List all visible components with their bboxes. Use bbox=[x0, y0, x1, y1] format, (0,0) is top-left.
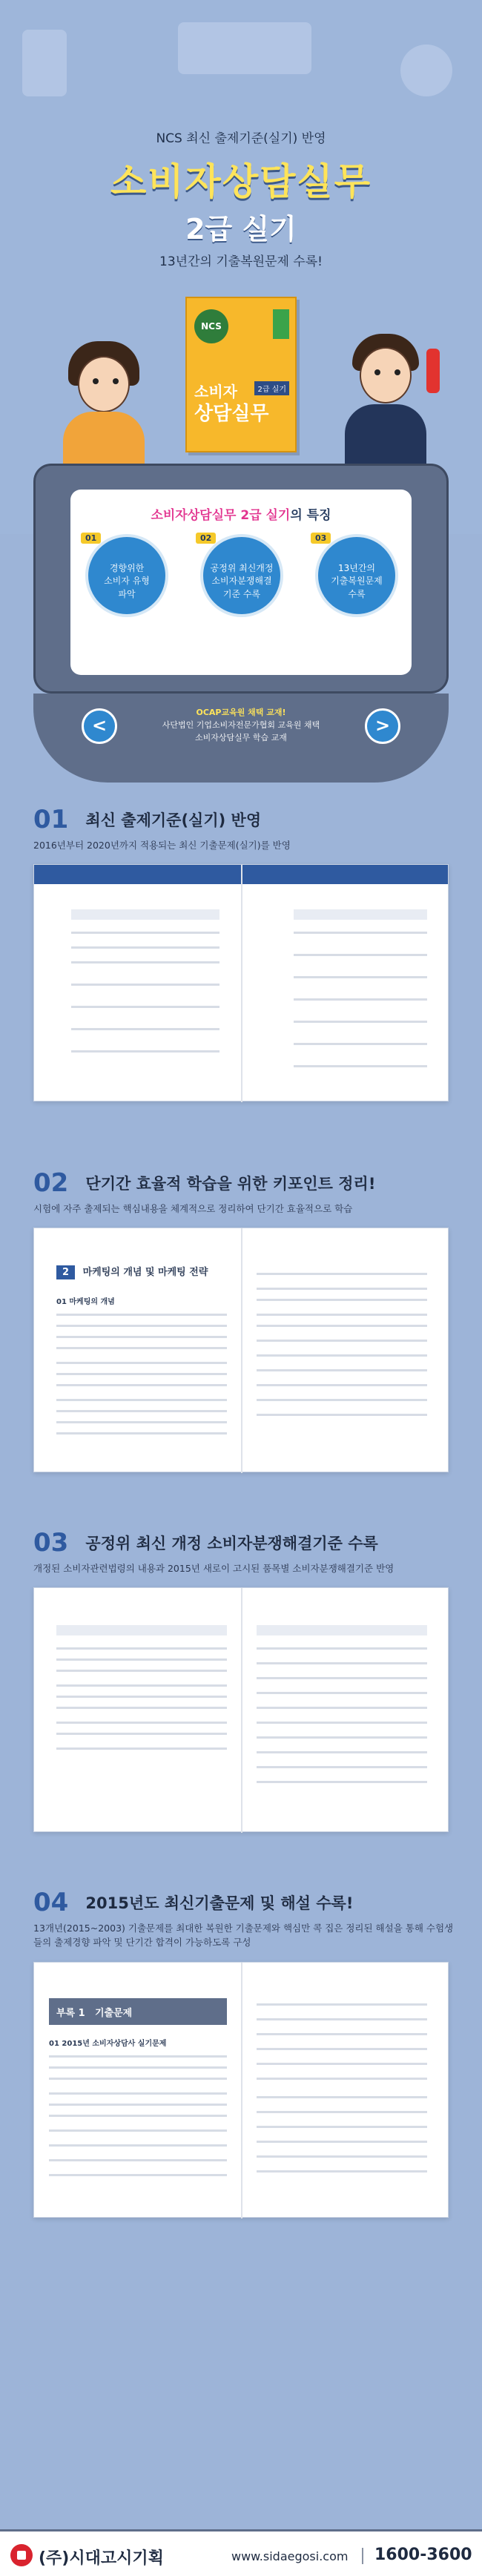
appendix-subheading: 01 2015년 소비자상담사 실기문제 bbox=[49, 2040, 167, 2048]
book-cover bbox=[185, 297, 297, 452]
chapter-number: 2 bbox=[56, 1265, 75, 1279]
chapter-title: 마케팅의 개념 및 마케팅 전략 bbox=[82, 1267, 208, 1278]
appendix-banner bbox=[49, 1998, 227, 2025]
next-arrow-button[interactable]: > bbox=[365, 708, 400, 744]
mouse-illustration bbox=[400, 45, 452, 96]
hero-banner bbox=[0, 0, 482, 534]
section-description: 개정된 소비자관련법령의 내용과 2015년 새로이 고시된 품목별 소비자분쟁해결기준 반영 bbox=[33, 1563, 394, 1574]
website-link[interactable]: www.sidaegosi.com bbox=[231, 2549, 349, 2563]
book-grade: 2급 실기 bbox=[254, 381, 289, 395]
feature-note-highlight: OCAP교육원 채택 교재! bbox=[196, 708, 286, 717]
section-04-header bbox=[33, 1888, 353, 1917]
section-number: 04 bbox=[33, 1888, 69, 1917]
feature-item-3 bbox=[315, 534, 398, 617]
feature-title-suffix: 의 특징 bbox=[290, 508, 331, 523]
section-title: 최신 출제기준(실기) 반영 bbox=[85, 811, 262, 829]
sample-page-02 bbox=[33, 1228, 449, 1472]
section-description: 2016년부터 2020년까지 적용되는 최신 기출문제(실기)를 반영 bbox=[33, 840, 291, 851]
phone-number[interactable]: 1600-3600 bbox=[374, 2546, 472, 2564]
company-logo-icon bbox=[10, 2544, 33, 2566]
section-description: 13개년(2015~2003) 기출문제를 최대한 복원한 기출문제와 핵심만 콕 집은 정리된 해설을 통해 수험생들의 출제경향 파악 및 단기간 합격이 가능하도록 구성 bbox=[33, 1923, 454, 1949]
section-03-header bbox=[33, 1528, 378, 1558]
feature-item-2 bbox=[200, 534, 283, 617]
hero-tagline: 13년간의 기출복원문제 수록! bbox=[159, 254, 323, 269]
section-01-header bbox=[33, 805, 261, 834]
ncs-badge: NCS bbox=[194, 309, 228, 343]
hero-level: 2급 실기 bbox=[185, 213, 297, 246]
feature-note-line: 사단법인 기업소비자전문가협회 교육원 채택 bbox=[162, 720, 320, 731]
section-title: 공정위 최신 개정 소비자분쟁해결기준 수록 bbox=[85, 1535, 378, 1552]
feature-num: 02 bbox=[196, 533, 216, 544]
feature-title-highlight: 소비자상담실무 2급 실기 bbox=[151, 508, 291, 523]
section-number: 03 bbox=[33, 1528, 69, 1558]
book-title-small: 소비자 bbox=[194, 383, 237, 401]
appendix-title: 기출문제 bbox=[95, 2008, 133, 2019]
sample-page-01 bbox=[33, 864, 449, 1101]
feature-note bbox=[89, 706, 393, 744]
feature-item-1 bbox=[85, 534, 168, 617]
prev-arrow-button[interactable]: < bbox=[82, 708, 117, 744]
section-description: 시험에 자주 출제되는 핵심내용을 체계적으로 정리하여 단기간 효율적으로 학습 bbox=[33, 1203, 353, 1214]
section-title: 2015년도 최신기출문제 및 해설 수록! bbox=[85, 1894, 354, 1912]
sample-page-03 bbox=[33, 1587, 449, 1832]
section-number: 01 bbox=[33, 805, 69, 834]
feature-text: 공정위 최신개정 소비자분쟁해결 기준 수록 bbox=[210, 563, 274, 599]
company-name: (주)시대고시기획 bbox=[39, 2549, 164, 2568]
section-02-header bbox=[33, 1168, 375, 1198]
book-title-big: 상담실무 bbox=[194, 403, 269, 425]
footer bbox=[0, 2529, 482, 2576]
book-tag bbox=[273, 309, 289, 339]
section-title: 단기간 효율적 학습을 위한 키포인트 정리! bbox=[85, 1175, 376, 1193]
keyboard-illustration bbox=[178, 22, 311, 74]
feature-num: 01 bbox=[81, 533, 101, 544]
appendix-label: 부록 1 bbox=[56, 2008, 85, 2019]
character-woman bbox=[52, 341, 156, 467]
feature-text: 경향위한 소비자 유형 파악 bbox=[104, 563, 150, 599]
hero-subtitle: NCS 최신 출제기준(실기) 반영 bbox=[156, 131, 326, 146]
chapter-subheading: 01 마케팅의 개념 bbox=[56, 1298, 115, 1306]
feature-text: 13년간의 기출복원문제 수록 bbox=[331, 563, 383, 599]
character-man bbox=[334, 334, 445, 467]
sample-page-04 bbox=[33, 1962, 449, 2218]
hero-title: 소비자상담실무 bbox=[110, 160, 372, 203]
feature-title bbox=[70, 504, 412, 523]
exclamation-icon bbox=[426, 349, 440, 393]
feature-note-line: 소비자상담실무 학습 교재 bbox=[195, 733, 287, 743]
footer-divider bbox=[362, 2548, 363, 2564]
section-number: 02 bbox=[33, 1168, 69, 1198]
feature-num: 03 bbox=[311, 533, 331, 544]
cup-illustration bbox=[22, 30, 67, 96]
